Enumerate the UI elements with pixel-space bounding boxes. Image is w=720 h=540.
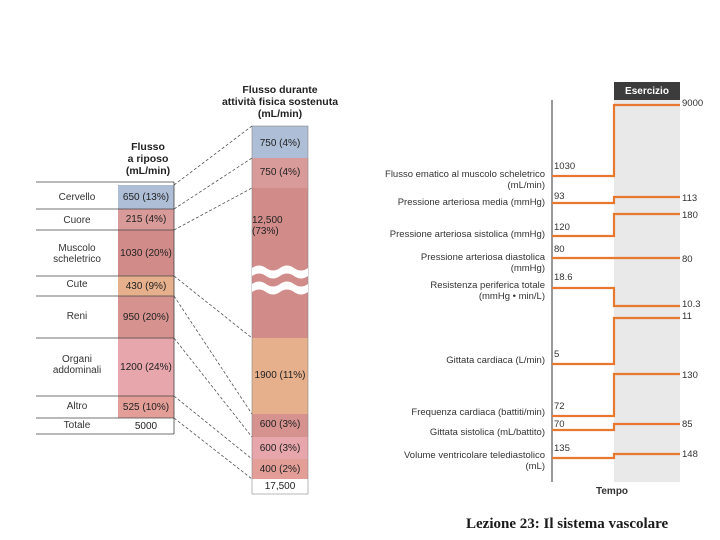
rest-header	[108, 141, 188, 177]
rest-value: 430 (9%)	[125, 280, 167, 292]
connector-line	[174, 188, 252, 230]
param-label: Pressione arteriosa diastolica (mmHg)	[420, 252, 545, 274]
rest-value: 950 (20%)	[122, 311, 170, 323]
exercise-value: 600 (3%)	[259, 442, 301, 454]
exercise-value: 12,500 (73%)	[252, 215, 283, 237]
rest-value: 650 (13%)	[122, 191, 170, 203]
param-exercise-value: 11	[682, 311, 692, 322]
exercise-value: 750 (4%)	[259, 167, 301, 178]
exercise-total: 17,500	[264, 481, 296, 492]
rest-value: 1030 (20%)	[120, 247, 172, 259]
param-rest-value: 72	[554, 401, 565, 412]
connector-lines	[174, 126, 252, 479]
param-label: Gittata sistolica (mL/battito)	[429, 427, 545, 438]
param-label: Pressione arteriosa media (mmHg)	[397, 197, 545, 208]
rest-header-line: (mL/min)	[125, 165, 171, 177]
param-label: Volume ventricolare telediastolico (mL)	[404, 450, 545, 472]
connector-line	[174, 338, 252, 437]
exercise-label: Esercizio	[614, 82, 680, 100]
param-exercise-value: 9000	[682, 98, 704, 109]
param-label: Gittata cardiaca (L/min)	[446, 355, 545, 366]
param-label: Pressione arteriosa sistolica (mmHg)	[389, 229, 545, 240]
organ-reni: Reni	[66, 311, 88, 322]
organ-cuore: Cuore	[63, 215, 91, 226]
exercise-header-line: attività fisica sostenuta	[221, 96, 339, 108]
exercise-value: 1900 (11%)	[254, 369, 306, 381]
organ-altro: Altro	[66, 401, 88, 412]
organ-addominali: Organi addominali	[52, 354, 102, 376]
rest-total: 5000	[134, 420, 158, 432]
param-exercise-value: 180	[682, 210, 698, 221]
param-rest-value: 80	[554, 244, 565, 255]
param-rest-value: 93	[554, 191, 565, 202]
connector-line	[174, 418, 252, 479]
connector-line	[174, 276, 252, 338]
exercise-value: 750 (4%)	[259, 137, 301, 149]
total-label: Totale	[63, 420, 91, 431]
param-rest-value: 70	[554, 419, 565, 430]
rest-header-line: a riposo	[127, 153, 169, 165]
param-label: Resistenza periferica totale (mmHg • min/L)	[430, 280, 545, 302]
param-exercise-value: 80	[682, 254, 693, 265]
exercise-header-line: Flusso durante	[242, 84, 318, 96]
rest-value: 525 (10%)	[122, 401, 170, 413]
param-label: Frequenza cardiaca (battiti/min)	[411, 407, 545, 418]
rest-header-line: Flusso	[131, 141, 165, 153]
organ-cervello: Cervello	[58, 192, 96, 203]
time-axis-label: Tempo	[596, 486, 629, 497]
param-exercise-value: 113	[682, 193, 698, 204]
param-rest-value: 135	[554, 443, 570, 454]
exercise-header-line: (mL/min)	[257, 108, 303, 120]
param-label: Flusso ematico al muscolo scheletrico (mL/min)	[385, 169, 545, 191]
organ-cute: Cute	[66, 279, 88, 290]
exercise-header	[205, 84, 355, 120]
connector-line	[174, 296, 252, 414]
param-exercise-value: 85	[682, 419, 693, 430]
param-rest-value: 18.6	[554, 272, 573, 283]
param-exercise-value: 148	[682, 449, 698, 460]
param-exercise-value: 10.3	[682, 299, 701, 310]
exercise-value: 400 (2%)	[259, 464, 301, 475]
param-rest-value: 1030	[554, 161, 576, 172]
param-exercise-value: 130	[682, 370, 698, 381]
organ-muscolo: Muscolo scheletrico	[53, 243, 101, 265]
slide-footer: Lezione 23: Il sistema vascolare	[466, 516, 669, 532]
param-rest-value: 5	[554, 349, 560, 360]
param-rest-value: 120	[554, 222, 570, 233]
rest-value: 215 (4%)	[125, 214, 167, 225]
exercise-value: 600 (3%)	[259, 418, 301, 430]
rest-value: 1200 (24%)	[120, 361, 172, 373]
